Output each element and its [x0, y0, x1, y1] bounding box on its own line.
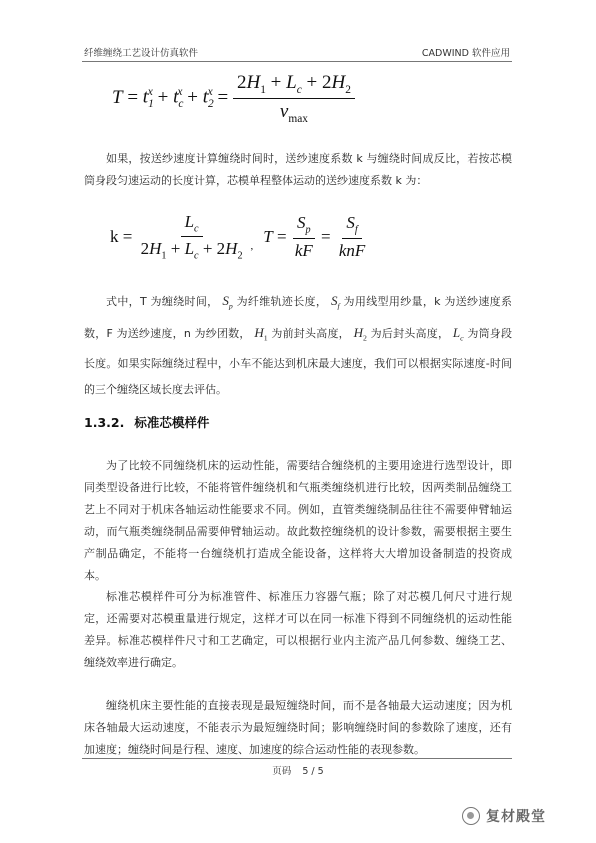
paragraph-symbol-definitions [84, 288, 512, 403]
definition-text-cylinder: 为筒身段长度。如果实际缠绕过程中，小车不能达到机床最大速度，我们可以根据实际速度-时间的三个缠绕区域长度去评估。 [84, 326, 513, 397]
paragraph-speed-coefficient: 如果，按送纱速度计算缠绕时间时，送纱速度系数 k 与缠绕时间成反比，若按芯模筒身段匀速运动的长度计算，芯模单程整体运动的送纱速度系数 k 为： [84, 152, 512, 187]
paragraph-standard-mandrel: 标准芯模样件可分为标准管件、标准压力容器气瓶；除了对芯模几何尺寸进行规定，还需要对芯模重量进行规定，这样才可以在同一标准下得到不同缠绕机的运动性能差异。标准芯模样件尺寸和工艺确定，可以根据行业内主流产品几何参数、缠绕工艺、缠绕效率进行确定。 [84, 590, 512, 669]
section-heading [84, 413, 209, 431]
footer-divider [82, 758, 512, 759]
header-divider [82, 61, 512, 62]
definition-text-yarn: 为用线型用纱量，k 为送纱速度系数，F 为送纱速度，n 为纱团数， [84, 295, 513, 340]
symbol-h2: $H_2$ [353, 324, 367, 343]
formula-speed-coefficient: k = $\frac{L_c}{2H_1 + L_c + 2H_2}$ , T = $\frac{S_p}{kF}$ = $\frac{S_f}{\text{knF}}$ [110, 212, 366, 262]
definition-text-front-dome: 为前封头高度， [271, 326, 350, 340]
symbol-h1: $H_1$ [254, 324, 268, 343]
paragraph-machine-comparison: 为了比较不同缠绕机床的运动性能，需要结合缠绕机的主要用途进行选型设计，即同类型设备进行比较，不能将管件缠绕机和气瓶类缠绕机进行比较，因两类制品缠绕工艺上不同对于机床各轴运动性能要求不同。例如，直管类缠绕制品往往不需要伸臂轴运动，而气瓶类缠绕制品需要伸臂轴运动。故此数控缠绕机的设计参数，需要根据主要生产制品确定，不能将一台缠绕机打造成全能设备，这样将大大增加设备制造的投资成本。 [84, 459, 512, 582]
wechat-logo-icon [462, 807, 480, 825]
header-title: 纤维缠绕工艺设计仿真软件 [84, 48, 199, 59]
paragraph-performance: 缠绕机床主要性能的直接表现是最短缠绕时间，而不是各轴最大运动速度；因为机床各轴最大运动速度，不能表示为最短缠绕时间；影响缠绕时间的参数除了速度，还有加速度；缠绕时间是行程、速度、加速度的综合运动性能的表现参数。 [84, 699, 512, 756]
watermark [462, 806, 546, 826]
page-footer [0, 763, 596, 777]
symbol-sp: $S_p$ [222, 293, 233, 311]
section-title: 标准芯模样件 [134, 415, 210, 430]
symbol-sf: $S_f$ [331, 293, 340, 311]
section-number: 1.3.2. [84, 415, 125, 430]
header-app-name: CADWIND 软件应用 [421, 48, 510, 59]
definition-text-rear-dome: 为后封头高度， [370, 326, 450, 340]
symbol-lc: $L_c$ [452, 324, 464, 343]
definition-text-track-length: 为纤维轨迹长度， [236, 295, 328, 308]
formula-winding-time: T = $t_1^x$ + $t_c^x$ + $t_2^x$ = $\frac{2H_1 + L_c + 2H_2}{v_{max}}$ [112, 72, 355, 125]
page-number: 5 / 5 [302, 766, 324, 777]
page-label: 页码 [272, 766, 292, 777]
watermark-text: 复材殿堂 [486, 809, 546, 825]
definition-text-time: 式中，T 为缠绕时间， [106, 295, 219, 308]
